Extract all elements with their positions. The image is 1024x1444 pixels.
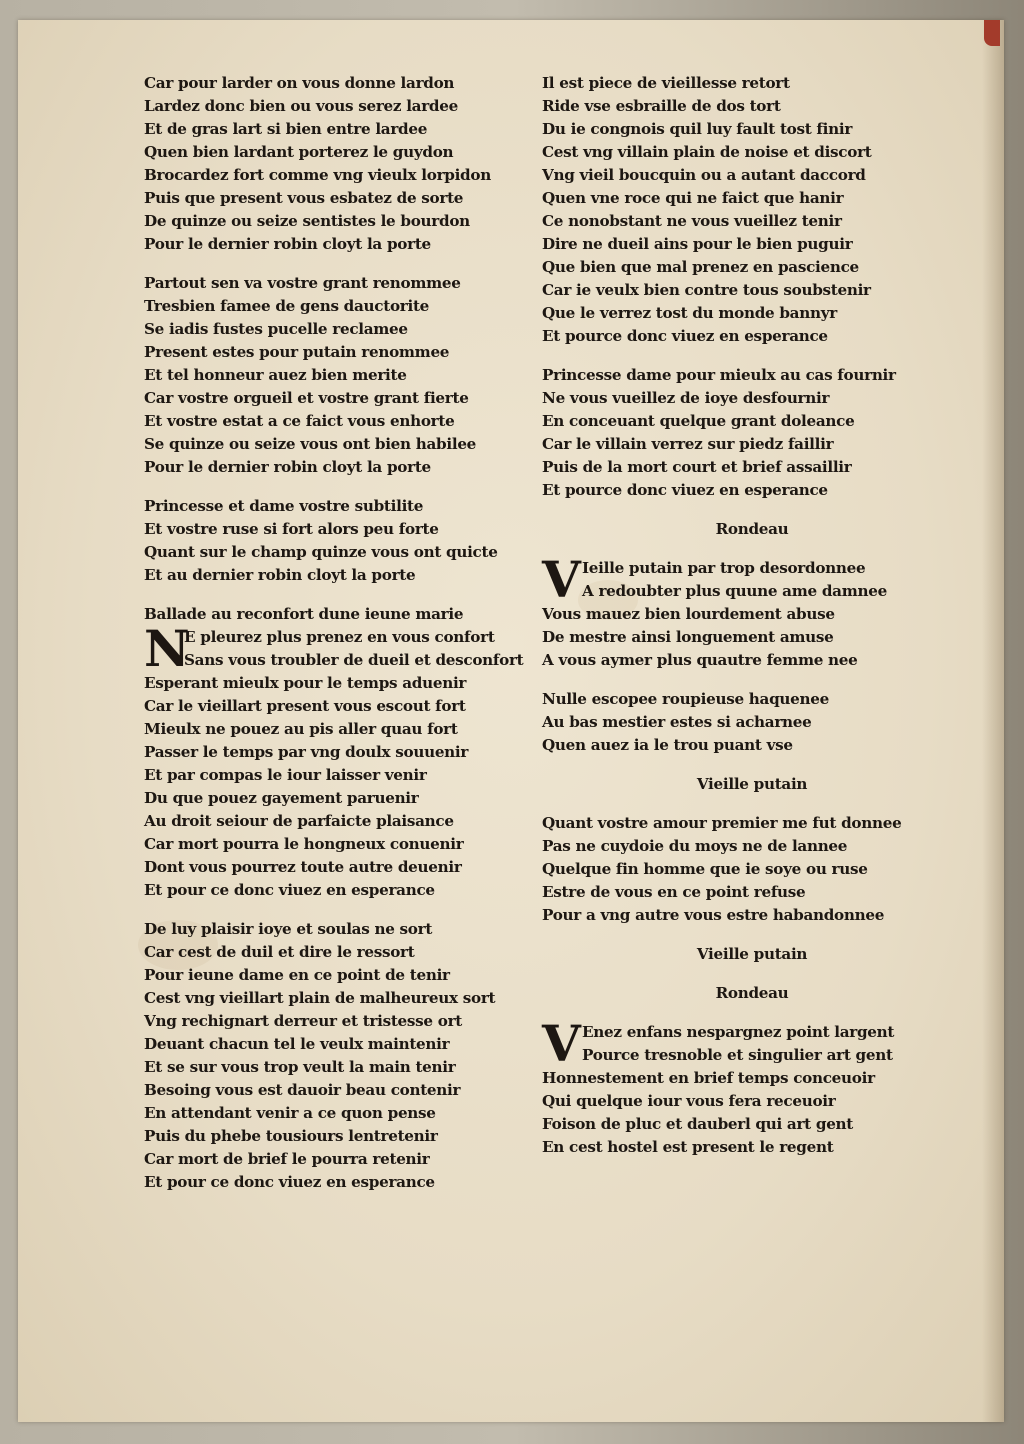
- section-heading: Vieille putain: [696, 775, 808, 793]
- left-column: [144, 72, 539, 1210]
- verse-line: Ce nonobstant ne vous vueillez tenir: [542, 212, 842, 230]
- verse-line: Au bas mestier estes si acharnee: [542, 713, 812, 731]
- verse-line: Du ie congnois quil luy fault tost finir: [542, 120, 853, 138]
- verse-line: Vng rechignart derreur et tristesse ort: [144, 1012, 463, 1030]
- verse-line: Il est piece de vieillesse retort: [542, 74, 790, 92]
- verse-line: Quant vostre amour premier me fut donnee: [542, 814, 902, 832]
- verse-line: Dont vous pourrez toute autre deuenir: [144, 858, 462, 876]
- verse-line: Deuant chacun tel le veulx maintenir: [144, 1035, 450, 1053]
- verse-line: Quant sur le champ quinze vous ont quicte: [144, 543, 498, 561]
- verse-line: Et tel honneur auez bien merite: [144, 366, 407, 384]
- verse-line: Au droit seiour de parfaicte plaisance: [144, 812, 454, 830]
- page-fold-shadow: [982, 20, 1004, 1422]
- verse-line: Et vostre ruse si fort alors peu forte: [144, 520, 439, 538]
- section-heading: Rondeau: [715, 520, 789, 538]
- verse-line: Cest vng vieillart plain de malheureux sort: [144, 989, 496, 1007]
- verse-line: Et pource donc viuez en esperance: [542, 481, 828, 499]
- verse-line: De quinze ou seize sentistes le bourdon: [144, 212, 470, 230]
- verse-line: Que le verrez tost du monde bannyr: [542, 304, 837, 322]
- drop-cap-initial: V: [542, 1014, 581, 1073]
- verse-line: Nulle escopee roupieuse haquenee: [542, 690, 829, 708]
- verse-line: Pour le dernier robin cloyt la porte: [144, 458, 431, 476]
- verse-line: Brocardez fort comme vng vieulx lorpidon: [144, 166, 491, 184]
- section-heading: Rondeau: [715, 984, 789, 1002]
- verse-line: Puis que present vous esbatez de sorte: [144, 189, 464, 207]
- verse-line: Quelque fin homme que ie soye ou ruse: [542, 860, 868, 878]
- verse-line: Tresbien famee de gens dauctorite: [144, 297, 430, 315]
- ballade-opening: [144, 619, 539, 902]
- verse-line: Car ie veulx bien contre tous soubstenir: [542, 281, 871, 299]
- verse-line: Ieille putain par trop desordonnee: [582, 559, 866, 577]
- rondeau-two-opening: [542, 1014, 962, 1159]
- verse-line: E pleurez plus prenez en vous confort: [184, 628, 495, 646]
- verse-line: Car vostre orgueil et vostre grant fierte: [144, 389, 469, 407]
- verse-line: Puis du phebe tousiours lentretenir: [144, 1127, 438, 1145]
- verse-line: Vous mauez bien lourdement abuse: [542, 605, 835, 623]
- verse-line: Passer le temps par vng doulx souuenir: [144, 743, 469, 761]
- rondeau-one-opening: [542, 550, 962, 672]
- verse-line: Quen auez ia le trou puant vse: [542, 736, 793, 754]
- verse-line: Se quinze ou seize vous ont bien habilee: [144, 435, 477, 453]
- verse-line: Car cest de duil et dire le ressort: [144, 943, 415, 961]
- verse-line: Ride vse esbraille de dos tort: [542, 97, 781, 115]
- verse-line: Car le villain verrez sur piedz faillir: [542, 435, 834, 453]
- ballade-heading: Ballade au reconfort dune ieune marie: [144, 605, 464, 623]
- verse-line: Car mort pourra le hongneux conuenir: [144, 835, 464, 853]
- verse-line: Car le vieillart present vous escout fort: [144, 697, 466, 715]
- verse-line: Et se sur vous trop veult la main tenir: [144, 1058, 456, 1076]
- verse-line: A vous aymer plus quautre femme nee: [542, 651, 858, 669]
- verse-line: Pas ne cuydoie du moys ne de lannee: [542, 837, 848, 855]
- page-edge-mark: [984, 20, 1000, 46]
- verse-line: Pour ieune dame en ce point de tenir: [144, 966, 450, 984]
- drop-cap-initial: V: [542, 550, 581, 609]
- verse-line: Pource tresnoble et singulier art gent: [582, 1046, 893, 1064]
- verse-line: Estre de vous en ce point refuse: [542, 883, 806, 901]
- stanza-2: [144, 272, 539, 479]
- stanza-last: [144, 918, 539, 1194]
- verse-line: Et pour ce donc viuez en esperance: [144, 1173, 435, 1191]
- verse-line: Que bien que mal prenez en pascience: [542, 258, 859, 276]
- envoi: [542, 364, 962, 502]
- drop-cap-initial: N: [144, 619, 190, 678]
- verse-line: Vng vieil boucquin ou a autant daccord: [542, 166, 866, 184]
- verse-line: Princesse et dame vostre subtilite: [144, 497, 424, 515]
- stanza-1: [144, 72, 539, 256]
- verse-line: En attendant venir a ce quon pense: [144, 1104, 436, 1122]
- verse-line: Princesse dame pour mieulx au cas fournir: [542, 366, 896, 384]
- verse-line: Sans vous troubler de dueil et desconfort: [184, 651, 524, 669]
- verse-line: De luy plaisir ioye et soulas ne sort: [144, 920, 433, 938]
- stanza-3: [144, 495, 539, 587]
- verse-line: Et par compas le iour laisser venir: [144, 766, 427, 784]
- verse-line: Besoing vous est dauoir beau contenir: [144, 1081, 461, 1099]
- verse-line: Puis de la mort court et brief assaillir: [542, 458, 852, 476]
- verse-line: Esperant mieulx pour le temps aduenir: [144, 674, 467, 692]
- verse-line: Dire ne dueil ains pour le bien puguir: [542, 235, 853, 253]
- verse-line: Quen vne roce qui ne faict que hanir: [542, 189, 844, 207]
- verse-line: A redoubter plus quune ame damnee: [582, 582, 887, 600]
- verse-line: Pour a vng autre vous estre habandonnee: [542, 906, 885, 924]
- vieille-reply: [542, 812, 962, 927]
- section-heading: Vieille putain: [696, 945, 808, 963]
- verse-line: Present estes pour putain renommee: [144, 343, 450, 361]
- right-column: [542, 72, 962, 1175]
- verse-line: Et au dernier robin cloyt la porte: [144, 566, 416, 584]
- verse-line: Foison de pluc et dauberl qui art gent: [542, 1115, 854, 1133]
- verse-line: Ne vous vueillez de ioye desfournir: [542, 389, 830, 407]
- verse-line: En cest hostel est present le regent: [542, 1138, 834, 1156]
- verse-line: Mieulx ne pouez au pis aller quau fort: [144, 720, 458, 738]
- verse-line: Lardez donc bien ou vous serez lardee: [144, 97, 458, 115]
- verse-line: Qui quelque iour vous fera receuoir: [542, 1092, 836, 1110]
- verse-line: Du que pouez gayement paruenir: [144, 789, 419, 807]
- rondeau-one-second: [542, 688, 962, 757]
- verse-line: Car mort de brief le pourra retenir: [144, 1150, 430, 1168]
- verse-line: Honnestement en brief temps conceuoir: [542, 1069, 875, 1087]
- verse-line: En conceuant quelque grant doleance: [542, 412, 855, 430]
- verse-line: Enez enfans nespargnez point largent: [582, 1023, 895, 1041]
- verse-line: Cest vng villain plain de noise et discort: [542, 143, 872, 161]
- verse-line: Se iadis fustes pucelle reclamee: [144, 320, 408, 338]
- verse-line: Partout sen va vostre grant renommee: [144, 274, 461, 292]
- verse-line: Et de gras lart si bien entre lardee: [144, 120, 428, 138]
- verse-line: Et vostre estat a ce faict vous enhorte: [144, 412, 455, 430]
- verse-line: Pour le dernier robin cloyt la porte: [144, 235, 431, 253]
- verse-line: Et pour ce donc viuez en esperance: [144, 881, 435, 899]
- verse-line: Quen bien lardant porterez le guydon: [144, 143, 454, 161]
- verse-line: De mestre ainsi longuement amuse: [542, 628, 834, 646]
- verse-line: Et pource donc viuez en esperance: [542, 327, 828, 345]
- verse-line: Car pour larder on vous donne lardon: [144, 74, 455, 92]
- stanza-r1: [542, 72, 962, 348]
